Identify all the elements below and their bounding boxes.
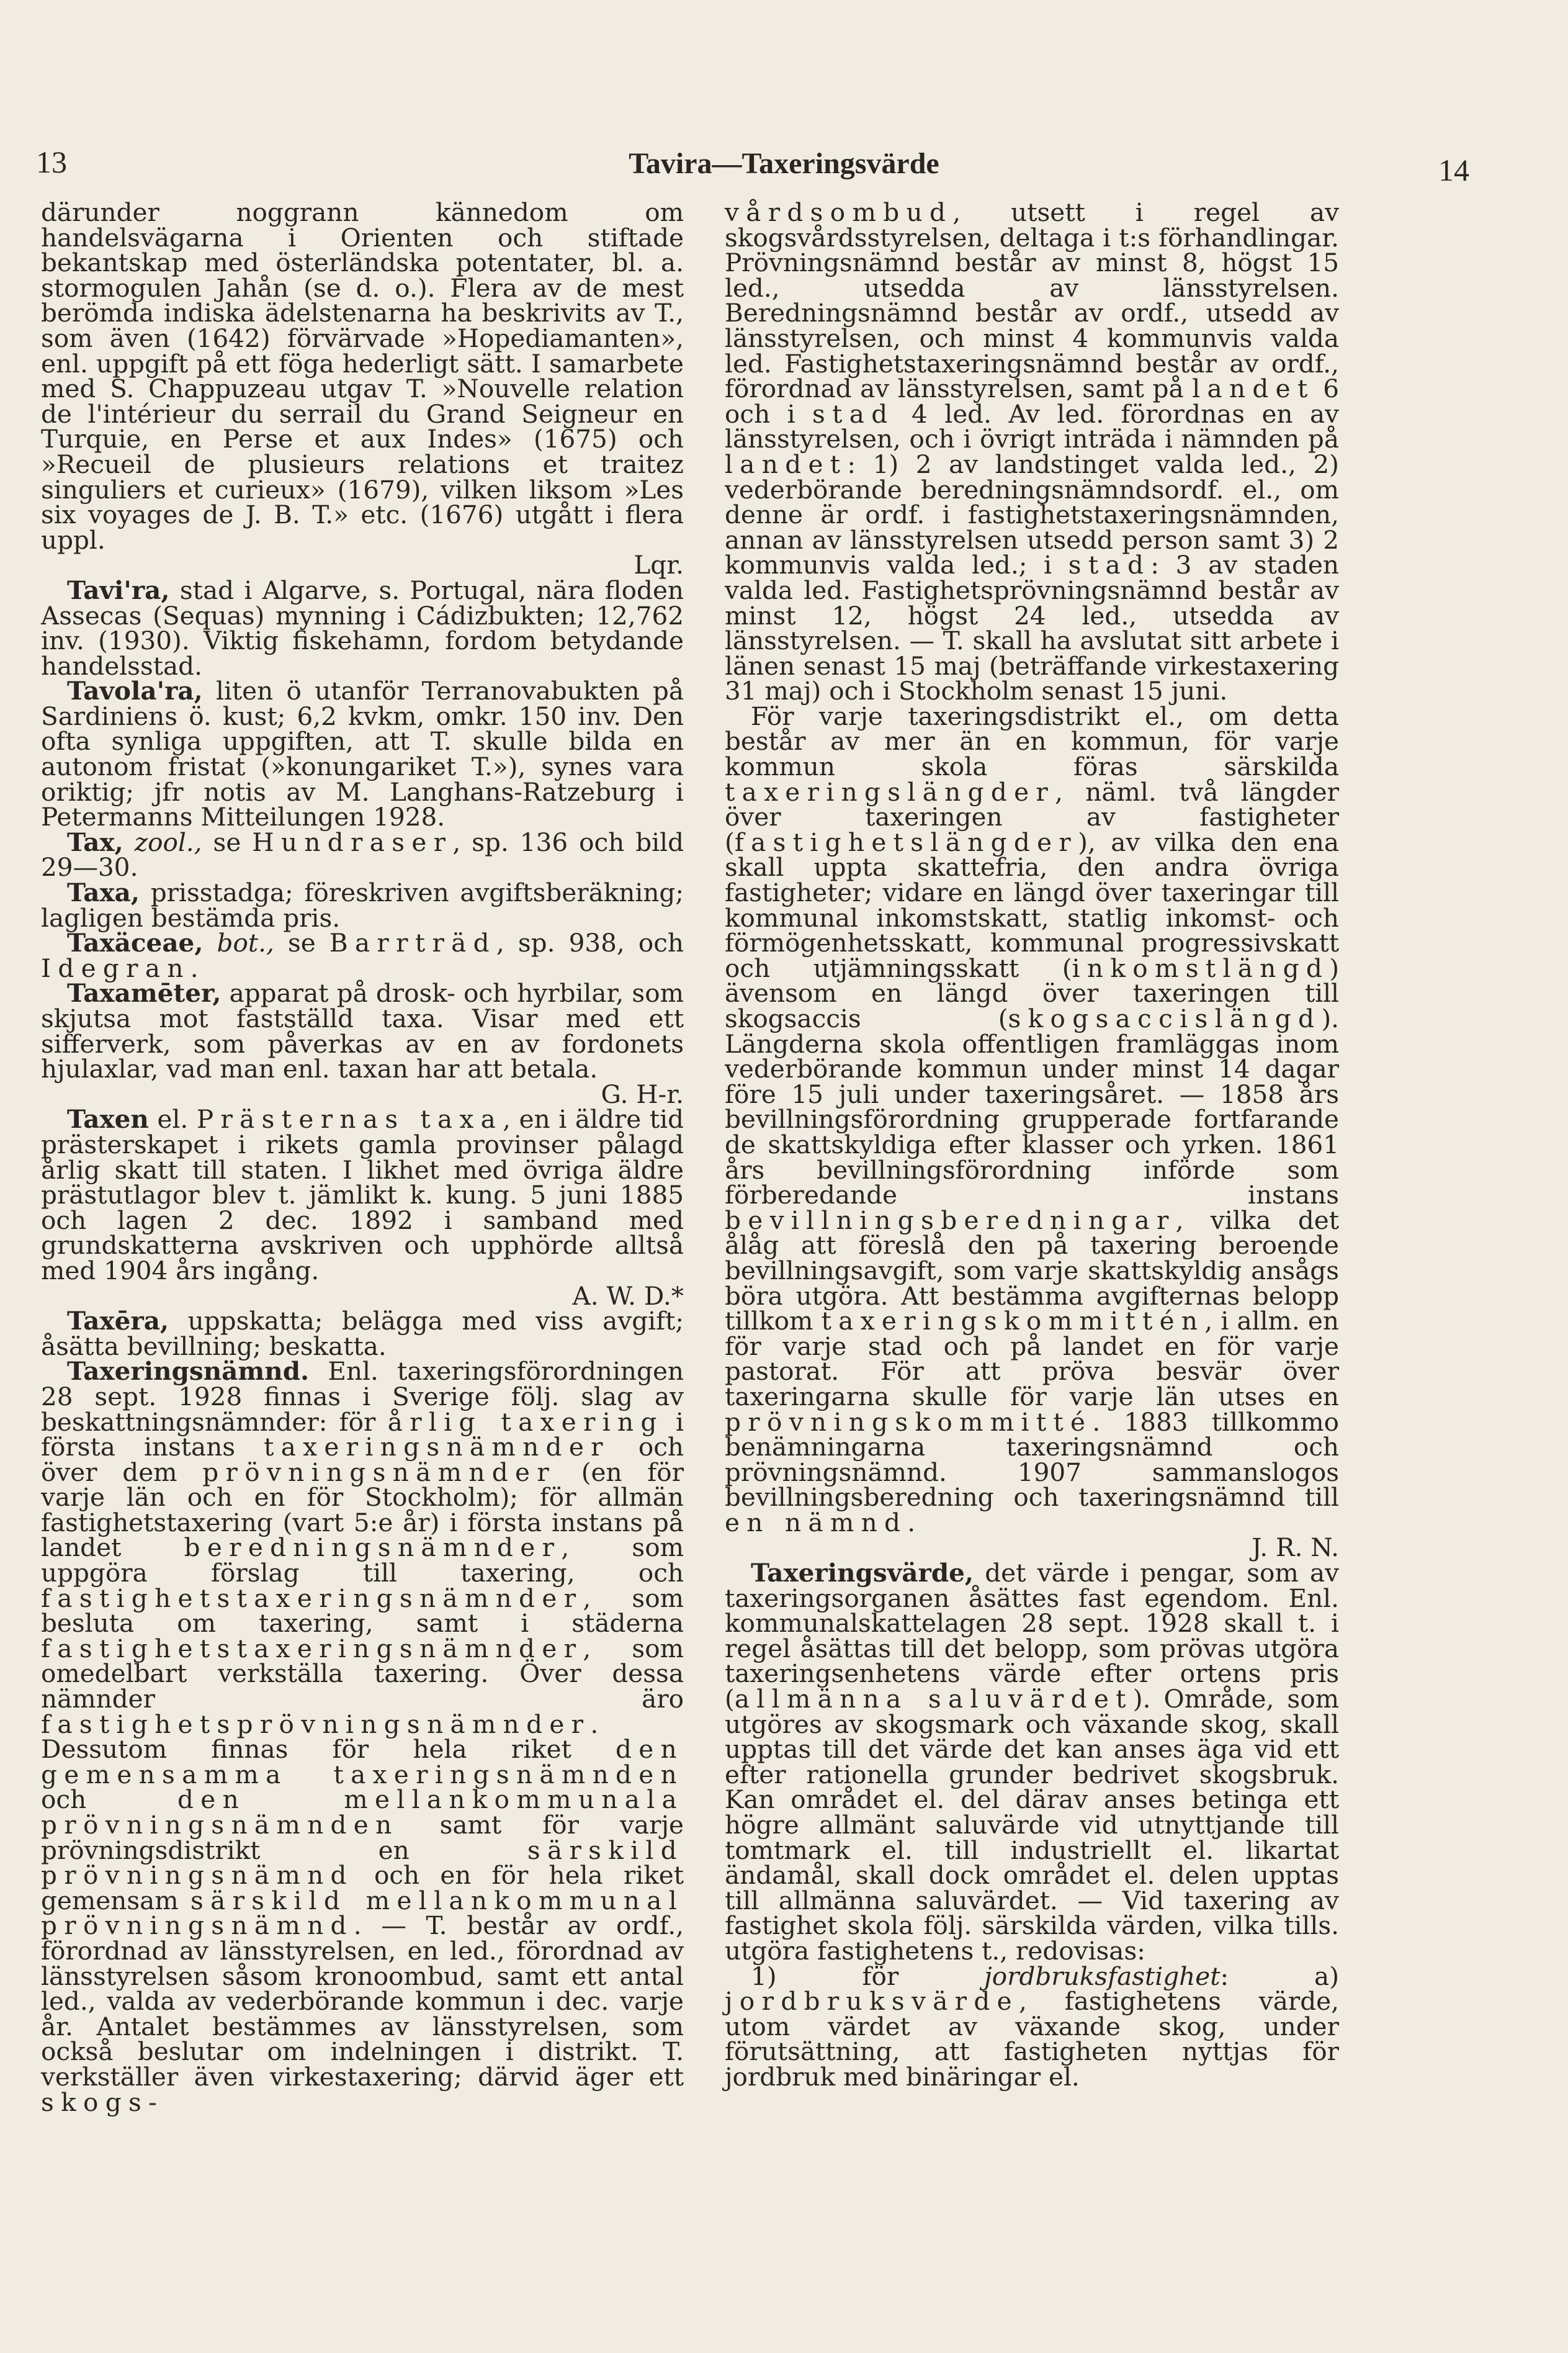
entry-paragraph: [725, 1560, 1339, 1964]
entry-text: : 1) 2 av landstinget valda led., 2) vederbörande beredningsnämndsordf. el., om denne är ordf. i fastighetstaxeringsnämnden, annan av länsstyrelsen utsedd person samt 3) 2 kommunvis valda led.; i: [725, 449, 1339, 580]
entry-text: liten ö utanför Terranovabukten på Sardiniens ö. kust; 6,2 kvkm, omkr. 150 inv. Den ofta synliga uppgiften, att T. skulle bilda en autonom fristat (»konungariket T.»), synes vara oriktig; jfr notis av M. Langhans-Ratzeburg i Petermanns Mitteilungen 1928.: [41, 676, 684, 832]
entry-text: vårdsombud: [725, 197, 953, 227]
entry-text: taxeringslängder: [725, 776, 1055, 807]
entry-text: och över dem: [41, 1432, 684, 1487]
entry-text: ) ävensom en längd över taxeringen till skogsaccis (: [725, 953, 1339, 1033]
author-signature: J. R. N.: [1252, 1532, 1339, 1563]
entry-text: Prästernas taxa: [196, 1104, 503, 1135]
entry-text: ), av vilka den ena skall uppta skattefria, den andra övriga fastigheter; vidare en längd över taxeringar till kommunal inkomstskatt, statlig inkomst- och förmögenhetsskatt, kommunal progressivskatt och utjämningsskatt (: [725, 827, 1339, 983]
entry-headword: Taxäceae,: [67, 928, 204, 958]
entry-text: skogs-: [41, 2087, 164, 2117]
entry-text: fastighetslängder: [734, 827, 1078, 857]
entry-headword: Taxēra,: [67, 1306, 169, 1336]
entry-text: det värde i pengar, som av taxeringsorganen åsättes fast egendom. Enl. kommunalskattelagen 28 sept. 1928 skall t. i regel åsättas till det belopp, som prövas utgöra taxeringsenhetens värde efter ortens pris (: [725, 1558, 1339, 1714]
entry-paragraph: [41, 678, 684, 830]
entry-text: : a): [1220, 1961, 1339, 1991]
entry-text: , en i äldre tid prästerskapet i rikets gamla provinser pålagd årlig skatt till staten. I likhet med övriga äldre prästutlagor blev t. jämlikt k. kung. 5 juni 1885 och lagen 2 dec. 1892 i samband med grundskatterna avskriven och upphörde alltså med 1904 års ingång.: [41, 1104, 684, 1285]
entry-text: bevillningsberedningar: [725, 1205, 1176, 1235]
entry-text: i första instans: [41, 1406, 684, 1462]
entry-text: prövningskommitté: [725, 1406, 1093, 1437]
entry-text: stad i Algarve, s. Portugal, nära floden Assecas (Sequas) mynning i Cádizbukten; 12,762 inv. (1930). Viktig fiskehamn, fordom betydande handelsstad.: [41, 575, 684, 681]
page-number-right: 14: [1438, 153, 1469, 187]
entry-text: jordbruksvärde: [725, 1986, 1019, 2017]
entry-text: årlig taxering: [387, 1406, 664, 1437]
entry-text: .: [907, 1507, 916, 1537]
entry-text: 4 led. Av led. förordnas en av länsstyrelsen, och i övrigt inträda i nämnden på: [725, 398, 1339, 454]
entry-text: . 1883 tillkommo benämningarna taxeringsnämnd och prövningsnämnd. 1907 sammanslogos bevillningsberedning och taxeringsnämnd till: [725, 1406, 1339, 1513]
entry-text: ). Område, som utgöres av skogsmark och växande skog, skall upptas till det värde det kan anses äga vid ett efter rationella grunder bedrivet skogsbruk. Kan området el. del därav anses betinga ett högre allmänt saluvärde vid utnyttjande till tomtmark el. till industriellt el. likartat ändamål, skall dock området el. delen upptas till allmänna saluvärdet. — Vid taxering av fastighet skola följ. särskilda värden, vilka tills. utgöra fastighetens t., redovisas:: [725, 1684, 1339, 1966]
entry-headword: Taxa,: [67, 878, 140, 908]
entry-text: prövningsnämnder: [202, 1457, 557, 1487]
entry-text: 6 och i: [725, 374, 1339, 429]
running-title: Tavira—Taxeringsvärde: [629, 147, 939, 180]
entry-text: fastighetsprövningsnämnder: [41, 1709, 591, 1739]
entry-text: särskild prövningsnämnd: [41, 1835, 684, 1891]
entry-text: , som besluta om taxering, samt i städerna: [41, 1583, 684, 1639]
entry-text: beredningsnämnder: [184, 1532, 562, 1563]
entry-text: : 3 av staden valda led. Fastighetsprövningsnämnd består av minst 12, högst 24 led., utsedda av länsstyrelsen. — T. skall ha avslutat sitt arbete i länen senast 15 maj (beträffande virkestaxering 31 maj) och i Stockholm senast 15 juni.: [725, 550, 1339, 706]
entry-text: , utsett i regel av skogsvårdsstyrelsen, deltaga i t:s förhandlingar. Prövningsnämnd består av minst 8, högst 15 led., utsedda av länsstyrelsen. Beredningsnämnd består av ordf., utsedd av länsstyrelsen, och minst 4 kommunvis valda led. Fastighetstaxeringsnämnd består av ordf., förordnad av länsstyrelsen, samt på: [725, 197, 1339, 404]
entry-text: Idegran: [41, 953, 190, 983]
entry-text: ). Längderna skola offentligen framläggas inom vederbörande kommun under minst 14 dagar före 15 juli under taxeringsåret. — 1858 års bevillningsförordning grupperade fortfarande de skattskyldiga efter klasser och yrken. 1861 års bevillningsförordning införde som förberedande instans: [725, 1004, 1339, 1210]
entry-paragraph: [41, 1104, 684, 1311]
entry-text: prisstadga; föreskriven avgiftsberäkning; lagligen bestämda pris.: [41, 878, 684, 933]
entry-text: landet: [1192, 374, 1315, 404]
author-signature: Lqr.: [634, 550, 684, 580]
entry-text: . — T. består av ordf., förordnad av länsstyrelsen, en led., förordnad av länsstyrelsen såsom kronoombud, samt ett antal led., valda av vederbörande kommun i dec. varje år. Antalet bestämmes av länsstyrelsen, som också beslutar om indelningen i distrikt. T. verkställer även virkestaxering; därvid äger ett: [41, 1910, 684, 2092]
entry-text: För varje taxeringsdistrikt el., om detta består av mer än en kommun, för varje kommun skola föras särskilda: [725, 701, 1339, 782]
entry-paragraph: [41, 575, 684, 681]
entry-text: landet: [725, 449, 848, 479]
entry-paragraph: [725, 197, 1339, 706]
entry-text: Hundraser: [252, 827, 453, 857]
entry-text: apparat på drosk- och hyrbilar, som skjutsa mot fastställd taxa. Visar med ett sifferverk, som påverkas av en av fordonets hjulaxlar, vad man enl. taxan har att betala.: [41, 978, 684, 1084]
entry-text: , som uppgöra förslag till taxering, och: [41, 1532, 684, 1588]
entry-headword: Taxeringsnämnd.: [67, 1356, 310, 1387]
entry-text: fastighetstaxeringsnämnder: [41, 1633, 583, 1663]
entry-text: och en för hela riket gemensam: [41, 1860, 684, 1915]
entry-headword: Tavi'ra,: [67, 575, 170, 605]
entry-text: taxeringskommittén: [821, 1306, 1205, 1336]
entry-text: se: [202, 827, 253, 857]
entry-text: allmänna saluvärdet: [734, 1684, 1133, 1714]
entry-text: , vilka det ålåg att föreslå den på taxering beroende bevillningsavgift, som varje skattskyldig ansågs böra utgöra. Att bestämma avgifternas belopp tillkom: [725, 1205, 1339, 1336]
entry-text: bot.,: [203, 928, 274, 958]
entry-paragraph: [41, 878, 684, 933]
page-number-left: 13: [36, 145, 67, 179]
entry-text: , fastighetens värde, utom värdet av växande skog, under förutsättning, att fastigheten nyttjas för jordbruk med binäringar el.: [725, 1986, 1339, 2092]
entry-text: inkomstlängd: [1072, 953, 1330, 983]
entry-paragraph: [41, 1308, 684, 1359]
entry-text: . Dessutom finnas för hela riket: [41, 1709, 616, 1765]
entry-text: el.: [148, 1104, 197, 1135]
entry-text: , sp. 938, och: [496, 928, 684, 958]
entry-text: och: [41, 1784, 178, 1815]
entry-paragraph: [725, 701, 1339, 1563]
entry-text: jordbruksfastighet: [984, 1961, 1221, 1991]
left-column: [41, 197, 684, 2117]
entry-headword: Taxen: [67, 1104, 149, 1135]
entry-paragraph: [41, 978, 684, 1109]
entry-text: se: [274, 928, 329, 958]
entry-text: uppskatta; belägga med viss avgift; åsätta bevillning; beskatta.: [41, 1306, 684, 1361]
entry-headword: Tax,: [67, 827, 123, 857]
entry-paragraph: [41, 197, 684, 580]
entry-text: stad: [812, 398, 895, 429]
entry-headword: Taxamēter,: [67, 978, 222, 1009]
entry-paragraph: [41, 827, 684, 883]
author-signature: G. H-r.: [601, 1079, 684, 1109]
entry-paragraph: [41, 930, 684, 981]
entry-text: stad: [1068, 550, 1151, 580]
entry-text: , näml. två längder över taxeringen av fastigheter (: [725, 776, 1339, 857]
entry-text: därunder noggrann kännedom om handelsvägarna i Orienten och stiftade bekantskap med österländska potentater, bl. a. stormogulen Jahån (se d. o.). Flera av de mest berömda indiska ädelstenarna ha beskrivits av T., som även (1642) förvärvade »Hopediamanten», enl. uppgift på ett föga hederligt sätt. I samarbete med S. Chappuzeau utgav T. »Nouvelle relation de l'intérieur du serrail du Grand Seigneur en Turquie, en Perse et aux Indes» (1675) och »Recueil de plusieurs relations et traitez singuliers et curieux» (1679), vilken liksom »Les six voyages de J. B. T.» etc. (1676) utgått i flera uppl.: [41, 197, 684, 555]
entry-text: skogsaccislängd: [1008, 1004, 1322, 1033]
entry-headword: Taxeringsvärde,: [751, 1558, 974, 1588]
entry-paragraph: [41, 1356, 684, 2117]
entry-text: särskild mellankommunal prövningsnämnd: [41, 1885, 684, 1941]
entry-text: Enl. taxeringsförordningen 28 sept. 1928 finnas i Sverige följ. slag av beskattningsnämnder: för: [41, 1356, 684, 1437]
entry-text: taxeringsnämnder: [264, 1432, 610, 1462]
entry-text: (en för varje län och en för Stockholm); för allmän fastighetstaxering (vart 5:e år) i första instans på landet: [41, 1457, 684, 1563]
entry-headword: Tavola'ra,: [67, 676, 203, 706]
entry-paragraph: [725, 1961, 1339, 2092]
entry-text: , som omedelbart verkställa taxering. Över dessa nämnder äro: [41, 1633, 684, 1714]
entry-text: .: [190, 953, 199, 983]
entry-text: , i allm. en för varje stad och på landet en för varje pastorat. För att pröva besvär över taxeringarna skulle för varje län utses en: [725, 1306, 1339, 1411]
right-column: [725, 197, 1339, 2092]
entry-text: den mellankommunala prövningsnämnden: [41, 1784, 684, 1840]
entry-text: 1) för: [751, 1961, 985, 1991]
author-signature: A. W. D.*: [572, 1280, 684, 1311]
entry-text: samt för varje prövningsdistrikt en: [41, 1810, 684, 1865]
entry-text: Barrträd: [329, 928, 496, 958]
entry-text: fastighetstaxeringsnämnder: [41, 1583, 583, 1613]
entry-text: , sp. 136 och bild 29—30.: [41, 827, 684, 883]
entry-text: zool.,: [123, 827, 202, 857]
entry-text: en nämnd: [725, 1507, 908, 1537]
entry-text: den gemensamma taxeringsnämnden: [41, 1734, 684, 1789]
